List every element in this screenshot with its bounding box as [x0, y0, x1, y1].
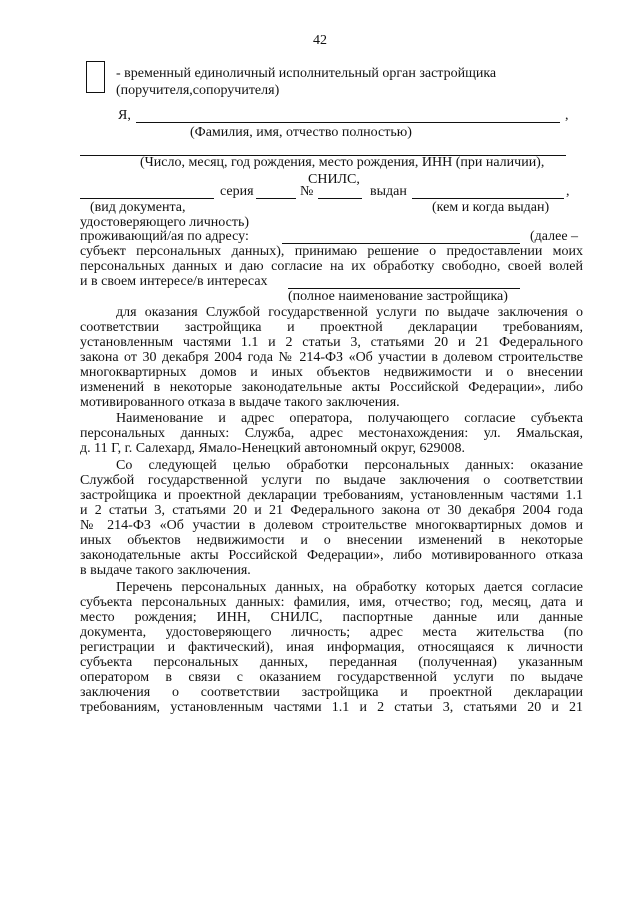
checkbox[interactable]	[86, 61, 105, 93]
p1-line-4: закона от 30 декабря 2004 года № 214-ФЗ «Об участии в долевом строительстве	[80, 350, 583, 365]
p4-line-9: требованиям, установленным частями 1.1 и 2 статьи 3, статьями 20 и 21	[80, 700, 583, 715]
p2-line-1: Наименование и адрес оператора, получающего согласие субъекта	[116, 411, 583, 426]
consent-line-2: субъект персональных данных), принимаю решение о предоставлении моих	[80, 244, 583, 259]
doc-type-caption-2: удостоверяющего личность)	[80, 215, 250, 230]
fio-input-line[interactable]	[136, 122, 560, 123]
p3-line-5: № 214-ФЗ «Об участии в долевом строительстве многоквартирных домов и	[80, 518, 583, 533]
doc-type-input-line[interactable]	[80, 198, 214, 199]
p4-line-1: Перечень персональных данных, на обработку которых дается согласие	[116, 580, 583, 595]
fio-comma: ,	[565, 108, 569, 123]
number-label: №	[300, 184, 314, 199]
vydan-label: выдан	[370, 184, 407, 199]
developer-caption: (полное наименование застройщика)	[288, 289, 508, 304]
p1-line-2: соответствии застройщика и проектной декларации требованиям,	[80, 320, 583, 335]
doc-type-caption: (вид документа,	[90, 200, 186, 215]
p4-line-4: документа, удостоверяющего личность; адрес места жительства (по	[80, 625, 583, 640]
p2-line-3: д. 11 Г, г. Салехард, Ямало-Ненецкий автономный округ, 629008.	[80, 441, 465, 456]
ya-label: Я,	[118, 108, 131, 123]
p3-line-7: законодательные акты Российской Федерации», либо мотивированного отказа	[80, 548, 583, 563]
p1-line-6: изменений в некоторые законодательные акты Российской Федерации», либо	[80, 380, 583, 395]
snils-label: СНИЛС,	[308, 172, 360, 187]
p1-line-7: мотивированного отказа в выдаче такого заключения.	[80, 395, 400, 410]
p4-line-6: субъекта персональных данных, переданная (полученная) указанным	[80, 655, 583, 670]
p1-line-3: установленным частями 1.1 и 2 статьи 3, статьями 20 и 21 Федерального	[80, 335, 583, 350]
birth-caption: (Число, месяц, год рождения, место рождения, ИНН (при наличии),	[140, 155, 545, 170]
p4-line-8: заключения о соответствии застройщика и проектной декларации	[80, 685, 583, 700]
issued-caption: (кем и когда выдан)	[432, 200, 550, 215]
p4-line-5: регистрации и фактический), иная информация, относящаяся к личности	[80, 640, 583, 655]
p3-line-3: застройщика и проектной декларации требованиям, установленным частями 1.1	[80, 488, 583, 503]
issued-input-line[interactable]	[412, 198, 564, 199]
number-input-line[interactable]	[318, 198, 362, 199]
option-text-line1: - временный единоличный исполнительный орган застройщика	[116, 66, 497, 81]
fio-caption: (Фамилия, имя, отчество полностью)	[190, 125, 412, 140]
address-label: проживающий/ая по адресу:	[80, 229, 249, 244]
p1-line-5: многоквартирных домов и иных объектов недвижимости и о внесении	[80, 365, 583, 380]
p4-line-7: оператором в связи с оказанием государственной услуги по выдаче	[80, 670, 583, 685]
consent-line-3: персональных данных и даю согласие на их обработку свободно, своей волей	[80, 259, 583, 274]
p4-line-2: субъекта персональных данных: фамилия, имя, отчество; год, месяц, дата и	[80, 595, 583, 610]
address-suffix: (далее –	[530, 229, 579, 244]
page-number: 42	[313, 33, 327, 48]
p3-line-2: Службой государственной услуги по выдаче заключения о соответствии	[80, 473, 583, 488]
p3-line-1: Со следующей целью обработки персональных данных: оказание	[116, 458, 583, 473]
p4-line-3: место рождения; ИНН, СНИЛС, паспортные данные или данные	[80, 610, 583, 625]
p3-line-8: в выдаче такого заключения.	[80, 563, 251, 578]
issued-comma: ,	[566, 184, 570, 199]
seria-label: серия	[220, 184, 254, 199]
p1-line-1: для оказания Службой государственной услуги по выдаче заключения о	[116, 305, 583, 320]
p2-line-2: персональных данных: Служба, адрес местонахождения: ул. Ямальская,	[80, 426, 583, 441]
consent-line-4: и в своем интересе/в интересах	[80, 274, 268, 289]
seria-input-line[interactable]	[256, 198, 296, 199]
p3-line-4: и 2 статьи 3, статьями 20 и 21 Федерального закона от 30 декабря 2004 года	[80, 503, 583, 518]
p3-line-6: иных объектов недвижимости и о внесении изменений в некоторые	[80, 533, 583, 548]
option-text-line2: (поручителя,сопоручителя)	[116, 83, 280, 98]
